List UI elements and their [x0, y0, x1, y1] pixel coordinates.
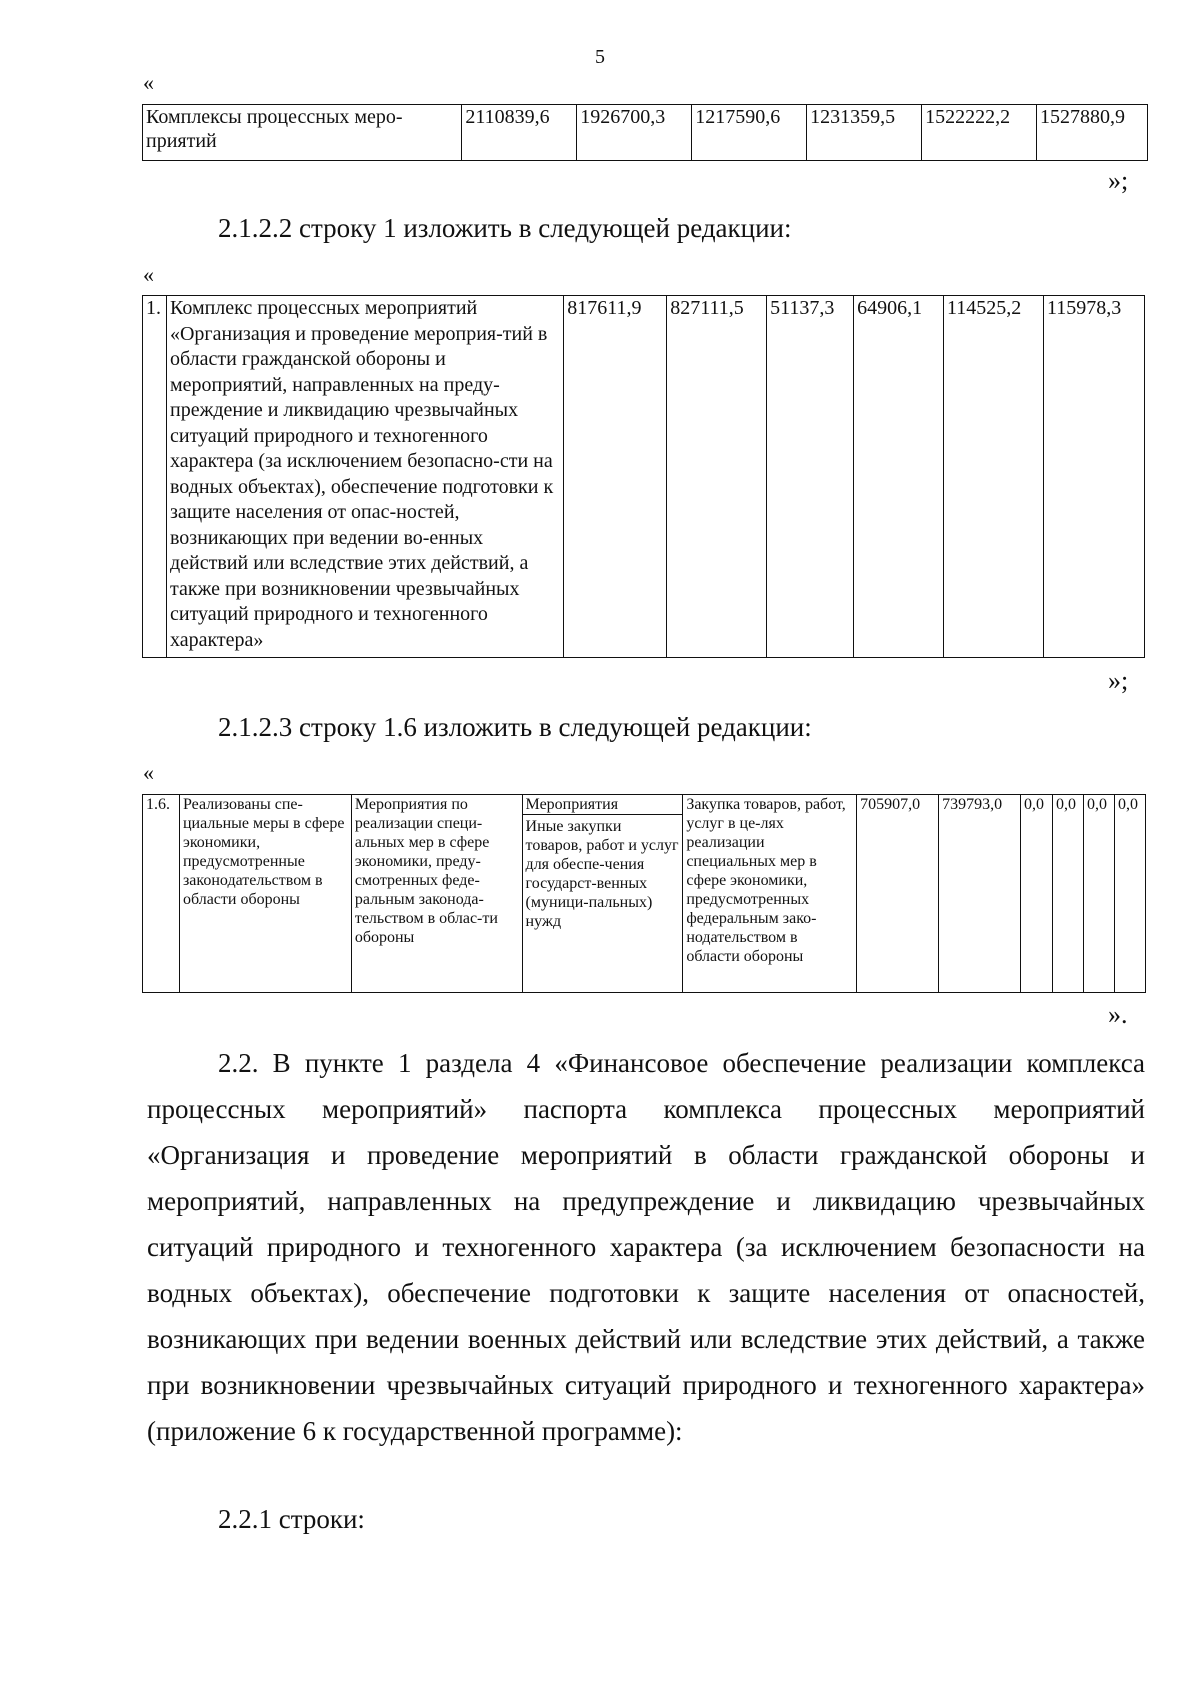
value-cell: 1527880,9 [1036, 105, 1147, 161]
purchase-cell: Закупка товаров, работ, услуг в це-лях реализации специальных мер в сфере экономики, предусмотренных федеральным зако-нодательством в области обороны [683, 795, 857, 993]
value-cell: 739793,0 [939, 795, 1021, 993]
value-cell: 0,0 [1083, 795, 1114, 993]
value-cell: 817611,9 [564, 296, 667, 658]
value-cell: 1231359,5 [807, 105, 922, 161]
subitem-heading: 2.2.1 строки: [218, 1504, 365, 1534]
page-number: 5 [595, 46, 605, 68]
row-number: 1.6. [143, 795, 180, 993]
table-row [143, 296, 1145, 658]
row-number: 1. [143, 296, 167, 658]
value-cell: 1926700,3 [577, 105, 692, 161]
value-cell: 115978,3 [1043, 296, 1144, 658]
value-cell: 114525,2 [944, 296, 1044, 658]
value-cell: 0,0 [1021, 795, 1053, 993]
close-quote: »; [1108, 666, 1129, 695]
value-cell: 0,0 [1052, 795, 1083, 993]
value-cell: 1522222,2 [922, 105, 1037, 161]
section-heading: 2.1.2.3 строку 1.6 изложить в следующей редакции: [218, 712, 812, 742]
table-row-1 [142, 295, 1145, 658]
table-row-1-6 [142, 794, 1146, 993]
value-cell: 64906,1 [854, 296, 944, 658]
open-quote: « [143, 760, 154, 785]
value-cell: 51137,3 [767, 296, 854, 658]
open-quote: « [143, 70, 154, 95]
open-quote: « [143, 262, 154, 287]
activity-type-detail: Иные закупки товаров, работ и услуг для обеспе-чения государст-венных (муници-пальных) нужд [525, 818, 679, 930]
body-paragraph: 2.2. В пункте 1 раздела 4 «Финансовое обеспечение реализации комплекса процессных мероприятий» паспорта комплекса процессных мероприятий «Организация и проведение мероприятий в области гражданской обороны и мероприятий, направленных на предупреждение и ликвидацию чрезвычайных ситуаций природного и техногенного характера (за исключением безопасности на водных объектах), обеспечение подготовки к защите населения от опасностей, возникающих при ведении военных действий или вследствие этих действий, а также при возникновении чрезвычайных ситуаций природного и техногенного характера» (приложение 6 к государственной программе): [147, 1048, 1145, 1446]
close-quote: »; [1108, 166, 1129, 195]
activity-cell: Мероприятия по реализации специ-альных мер в сфере экономики, преду-смотренных феде-ральным законода-тельством в облас-ти обороны [351, 795, 522, 993]
value-cell: 1217590,6 [692, 105, 807, 161]
table-process-complexes [142, 104, 1148, 161]
activity-type-title: Мероприятия [523, 795, 683, 815]
row-label: Комплекс процессных мероприятий «Организация и проведение мероприя-тий в области гражданской обороны и мероприятий, направленных на преду-преждение и ликвидацию чрезвычайных ситуаций природного и техногенного характера (за исключением безопасно-сти на водных объектах), обеспечение подготовки к защите населения от опас-ностей, возникающих при ведении во-енных действий или вследствие этих действий, а также при возникновении чрезвычайных ситуаций природного и техногенного характера» [166, 296, 563, 658]
value-cell: 2110839,6 [462, 105, 577, 161]
result-cell: Реализованы спе-циальные меры в сфере экономики, предусмотренные законодательством в области обороны [179, 795, 351, 993]
close-quote: ». [1108, 1000, 1128, 1029]
table-row [143, 795, 1146, 993]
value-cell: 827111,5 [667, 296, 767, 658]
value-cell: 0,0 [1114, 795, 1145, 993]
table-row [143, 105, 1148, 161]
activity-type-cell [522, 795, 683, 993]
value-cell: 705907,0 [857, 795, 939, 993]
row-label: Комплексы процессных меро-приятий [143, 105, 462, 161]
section-heading: 2.1.2.2 строку 1 изложить в следующей редакции: [218, 213, 792, 243]
